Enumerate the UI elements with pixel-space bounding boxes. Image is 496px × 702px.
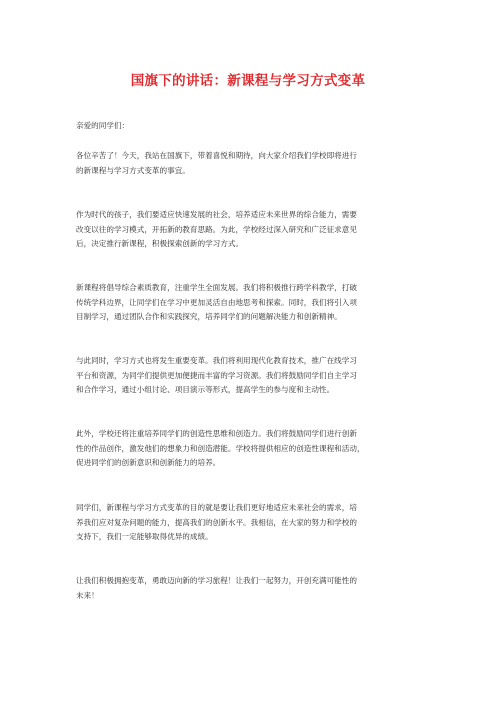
paragraph-line: 的新课程与学习方式变革的事宜。 [76,165,190,175]
paragraph-5 [76,427,436,471]
paragraph-line: 作为时代的孩子，我们要适应快速发展的社会，培养适应未来世界的综合能力，需要 [76,210,357,219]
paragraph-4 [76,354,436,398]
paragraph-line: 平台和资源，为同学们提供更加便捷而丰富的学习资源。我们将鼓励同学们自主学习 [76,370,357,380]
paragraph-line: 支持下，我们一定能够取得优异的成绩。 [76,532,213,542]
paragraph-line: 此外，学校还将注重培养同学们的创造性思维和创造力。我们将鼓励同学们进行创新 [76,429,357,438]
paragraph-line: 促进同学们的创新意识和创新能力的培养。 [76,458,221,468]
paragraph-line: 传统学科边界，让同学们在学习中更加灵活自由地思考和探索。同时，我们将引入项 [76,297,357,307]
paragraph-line: 各位辛苦了！今天，我站在国旗下，带着喜悦和期待，向大家介绍我们学校即将进行 [76,151,357,160]
paragraph-line: 和合作学习，通过小组讨论、项目演示等形式，提高学生的参与度和主动性。 [76,385,335,395]
page-title: 国旗下的讲话：新课程与学习方式变革 [130,73,366,89]
paragraph-2 [76,208,436,252]
paragraph-6 [76,501,436,545]
paragraph-7 [76,574,436,603]
paragraph-line: 与此同时，学习方式也将发生重要变革。我们将利用现代化教育技术，推广在线学习 [76,356,357,365]
paragraph-line: 目制学习，通过团队合作和实践探究，培养同学们的问题解决能力和创新精神。 [76,312,342,322]
paragraph-line: 后，决定推行新课程，积极探索创新的学习方式。 [76,239,244,249]
paragraph-line: 让我们积极拥抱变革，勇敢迈向新的学习旅程！让我们一起努力，开创充满可能性的 [76,576,357,585]
paragraph-line: 养我们应对复杂问题的能力，提高我们的创新水平。我相信，在大家的努力和学校的 [76,517,357,527]
paragraph-line: 未来！ [76,590,99,600]
paragraph-line: 同学们，新课程与学习方式变革的目的就是要让我们更好地适应未来社会的需求，培 [76,503,357,512]
greeting: 亲爱的同学们： [76,121,130,130]
paragraph-1 [76,149,436,178]
paragraph-line: 新课程将倡导综合素质教育，注重学生全面发展。我们将积极推行跨学科教学，打破 [76,283,357,292]
paragraph-line: 改变以往的学习模式，开拓新的教育思路。为此，学校经过深入研究和广泛征求意见 [76,224,357,234]
paragraph-3 [76,281,436,325]
paragraph-line: 性的作品创作，激发他们的想象力和创造潜能。学校将提供相应的创造性课程和活动， [76,443,365,453]
